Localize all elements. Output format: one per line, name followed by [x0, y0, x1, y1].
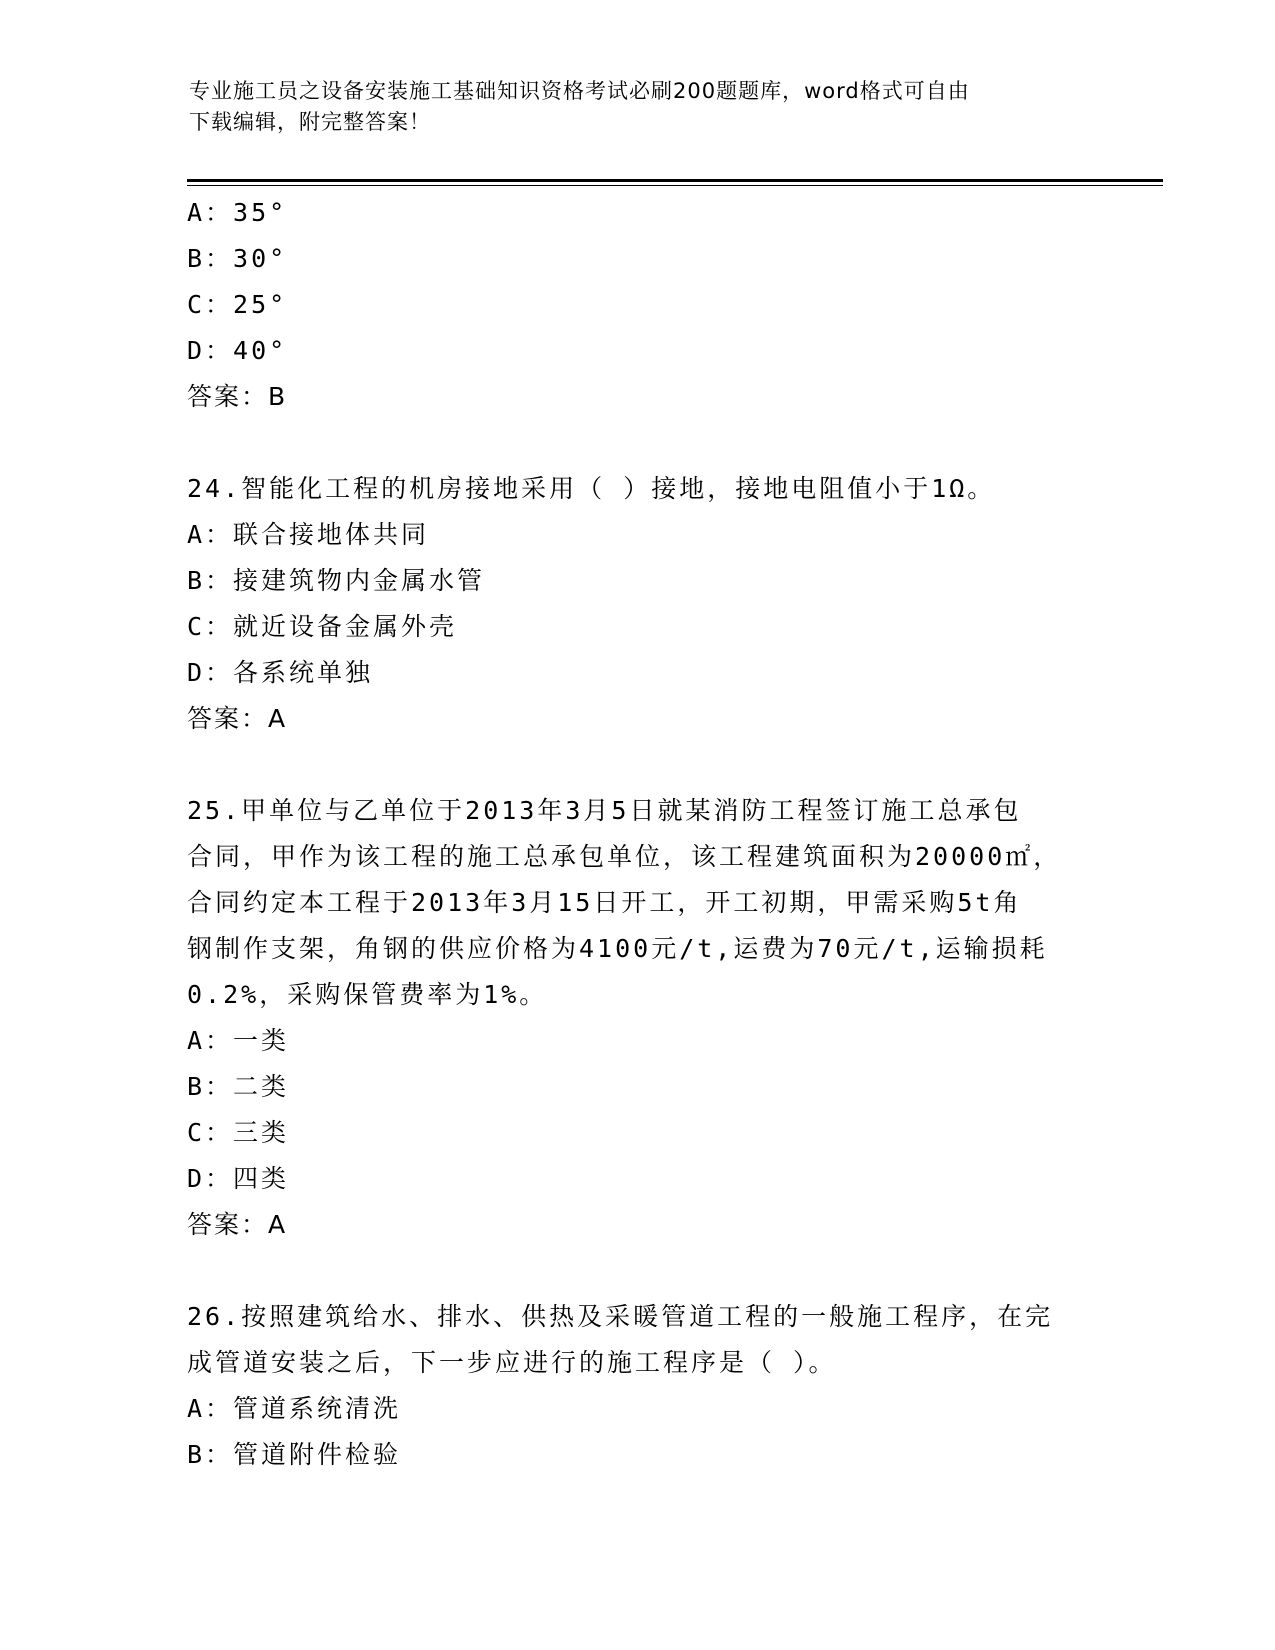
option-a: A：联合接地体共同 [187, 520, 430, 549]
option-b: B：接建筑物内金属水管 [187, 566, 486, 595]
answer-line: 答案：B [187, 382, 288, 411]
option-b: B：管道附件检验 [187, 1440, 402, 1469]
question-23 [187, 190, 1087, 420]
spacer [187, 1248, 1087, 1294]
question-text-line-4: 钢制作支架，角钢的供应价格为4100元/t,运费为70元/t,运输损耗 [187, 934, 1048, 963]
question-text-line-1: 26.按照建筑给水、排水、供热及采暖管道工程的一般施工程序，在完 [187, 1302, 1054, 1331]
header-line-1: 专业施工员之设备安装施工基础知识资格考试必刷200题题库，word格式可自由 [189, 79, 970, 103]
spacer [187, 420, 1087, 466]
option-b: B：二类 [187, 1072, 290, 1101]
question-text-line-1: 25.甲单位与乙单位于2013年3月5日就某消防工程签订施工总承包 [187, 796, 1022, 825]
question-26 [187, 1294, 1087, 1478]
question-text-line-3: 合同约定本工程于2013年3月15日开工，开工初期，甲需采购5t角 [187, 888, 1022, 917]
answer-line: 答案：A [187, 704, 288, 733]
question-text-line-2: 合同，甲作为该工程的施工总承包单位，该工程建筑面积为20000㎡， [187, 842, 1062, 871]
header-divider-thick [187, 179, 1163, 182]
question-25 [187, 788, 1087, 1248]
option-c: C：三类 [187, 1118, 290, 1147]
option-a: A：管道系统清洗 [187, 1394, 402, 1423]
spacer [187, 742, 1087, 788]
option-d: D：四类 [187, 1164, 290, 1193]
option-c: C：25° [187, 290, 288, 319]
option-d: D：各系统单独 [187, 658, 374, 687]
option-b: B：30° [187, 244, 288, 273]
document-header [189, 76, 1089, 138]
answer-line: 答案：A [187, 1210, 288, 1239]
option-c: C：就近设备金属外壳 [187, 612, 458, 641]
option-d: D：40° [187, 336, 288, 365]
question-list [187, 190, 1087, 1478]
option-a: A：35° [187, 198, 288, 227]
header-divider-thin [187, 185, 1163, 186]
question-24 [187, 466, 1087, 742]
option-a: A：一类 [187, 1026, 290, 1055]
question-text-line-2: 成管道安装之后，下一步应进行的施工程序是（ ）。 [187, 1348, 837, 1377]
question-text: 24.智能化工程的机房接地采用（ ）接地，接地电阻值小于1Ω。 [187, 474, 996, 503]
question-text-line-5: 0.2%，采购保管费率为1%。 [187, 980, 548, 1009]
header-line-2: 下载编辑，附完整答案！ [189, 110, 431, 134]
